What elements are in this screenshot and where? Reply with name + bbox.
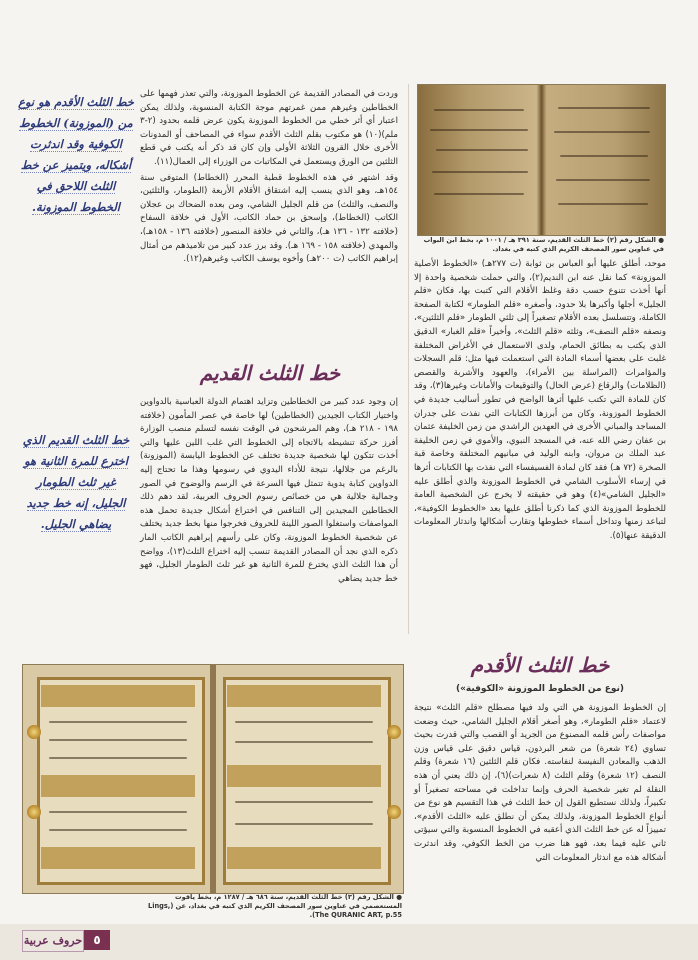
magazine-logo: حروف عربية <box>22 930 84 952</box>
right-column-text-2 <box>414 702 666 867</box>
right-column-text <box>414 258 666 545</box>
left-column-text <box>140 88 398 269</box>
right-paragraph-2: إن الخطوط الموزونة هي التي ولد فيها مصطلح «قلم الثلث» نتيجة لاعتماد «قلم الطومار»، وهو أصغر أقلام الجليل الشامي، حيث وضعت مواصفات رأس قلمه المصنوع من الجريد أو القصب والتي قدرت بحيث تساوي (٢٤ شعرة) من شعر البرذون، قياس دقيق على قياس وزن الذهب والمعادن النفيسة لنفاسته. فكان قلم الثلثين (١٦ شعرة) وقلم النصف (١٢ شعرة) وقلم الثلث (٨ شعرات)(٦)، إن ذلك يعني أن هذه النقلة لم تغير شخصية الحرف وإنما تداخلت في مساحته تصغيراً أو تكبيراً، ولذلك نستطيع القول إن خط الثلث في هذا التقسيم هو نوع من أنواع الخطوط الموزونة، ولذلك يمكن أن نطلق عليه «الثلث الأقدم»، تمييزاً له عن خط الثلث الذي أعقبه في الخطوط المنسوبة والتي سيؤتى ثاني عليه فيما بعد، فهو هنا ضرب من الخط الكوفي، وقد اندثرت أشكاله هذه مع اندثار المعلومات التي <box>414 703 666 863</box>
page-number: ٥ <box>84 930 110 950</box>
left-paragraph-2: وقد اشتهر في هذه الخطوط قطبة المحرر (الخطاط) المتوفى سنة ١٥٤هـ، وهو الذي ينسب إليه اشتقاق الأقلام الأربعة (الطومار، والثلثين، والنصف، والثلث) من قلم الجليل الشامي، ومن بعده الضحاك بن عجلان الكاتب (الخطاط)، وإسحق بن حماد الكاتب، الأول في خلافة السفاح (خلافته ١٣٢ - ١٣٦ هـ)، والثاني في خلافة المنصور (خلافته ١٣٦ - ١٥٨هـ)، والمهدي (خلافته ١٥٨ - ١٦٩ هـ). وقد برز عدد كبير من تلاميذهم من أمثال إبراهيم الكاتب (ت ٢٠٠هـ) وأخوه يوسف الكاتب وغيرهم(١٢). <box>140 172 398 265</box>
oldest-thuluth-subheading: (نوع من الخطوط الموزونة «الكوفية») <box>455 684 625 694</box>
figure3-caption: ● الشكل رقم (٣) خط الثلث القديم، سنة ٦٨٦ هـ / ١٢٨٧ م، بخط ياقوت المستعصمي في عناوين سور المصحف الكريم الذي كتبه في بغداد، عن (Lings, The QURANIC ART, p.55). <box>148 893 402 919</box>
side-quote-2-text: خط الثلث القديم الذي اخترع للمرة الثانية هو غير ثلث الطومار الجليل، إنه خط جديد يضاهي الجليل. <box>22 433 130 531</box>
figure2-manuscript-image <box>417 84 666 236</box>
figure2-caption: ● الشكل رقم (٢) خط الثلث القديم، سنة ٣٩١ هـ / ١٠٠١ م، بخط ابن البواب في عناوين سور المصحف الكريم الذي كتبه في بغداد. <box>423 236 664 253</box>
left-paragraph-1: وردت في المصادر القديمة عن الخطوط الموزونة، والتي تعذر فهمها على الخطاطين وغيرهم ممن غمرتهم موجة الكتابة المنسوبة، ولذلك يمكن اعتبار أي أثر خطي من الخطوط الموزونة يكون عرض قلمه بحدود (٢-٣ ملم)(١٠) هو مكتوب بقلم الثلث الأقدم سواء في المصاحف أو المدونات الأخرى خلال القرون الثلاثة الأولى وإن كان قد ذكر أنه يكتب في قطع الثلثين من الورق ويستعمل في المكاتبات من الوزراء إلى العمال(١١). <box>140 89 398 167</box>
right-paragraph-1: موحد، أطلق عليها أبو العباس بن ثوابة (ت ٢٧٧هـ) «الخطوط الأصلية الموزونة» كما نقل عنه ابن النديم(٢)، والتي حملت شخصية واحدة إلا أنها أخذت تتنوع حسب دقة وغلظ الأقلام التي كتبت بها، فكان «قلم الجليل» أجلها وأكبرها بلا حدود، وأصغره «قلم الطومار» لكتابة الصفحة الكاملة، وتتسلسل بعده الأقلام تصغيراً إلى ثلثي الطومار «قلم الثلثين»، ونصفه «قلم النصف»، وثلثه «قلم الثلث»، وأخيراً «قلم الغبار» الدقيق الذي يكتب به بطائق الحمام، ولدى الاستعمال في الأغراض المختلفة غلبت على بعضها أسماء المادة التي استعملت فيها مثل: قلم السجلات والمؤامرات (المراسلة بين الأمراء)، والعهود والأشربة والقصص (الظلامات) والرقاع (عرض الحال) والتوقيعات والأمانات وغيرها(٣)، وقد كان للمادة التي تكتب عليها أثرها الواضح في تطور أساليب جديدة في الخطوط الموزونة، وكان من أبرزها الكتابات التي نفذت على جدران المساجد والمباني الأخرى في العهدين الراشدي من زمن الخليفة عثمان بن عفان رضي الله عنه، في المسجد النبوي، والأموي في زمن الخليفة عبد الملك بن مروان، وابنه الوليد في مبانيهم المختلفة وخاصة قبة الصخرة (٧٢ هـ) فقد كان لمادة الفسيفساء التي نفذت بها الكتابات أثرها في إرساء الأسلوب الشامي في الخطوط الموزونة والذي أطلق عليه «الجليل الشامي»(٤) وهو في حقيقته لا يخرج عن الشخصية العامة للخطوط الموزونة الذي كما ذكرنا أطلق عليها بعد «الخطوط الكوفية»، لتباعد زمنها وتداخل أسماء خطوطها وتقارب أشكالها واندثار المعلومات الدقيقة عنها(٥). <box>414 259 667 541</box>
left-column-text-3 <box>140 396 398 588</box>
side-quote-1 <box>18 92 134 218</box>
column-divider <box>408 84 409 634</box>
oldest-thuluth-heading: خط الثلث الأقدم <box>470 653 610 677</box>
side-quote-1-text: خط الثلث الأقدم هو نوع من (الموزونة) الخطوط الكوفية وقد اندثرت أشكاله، ويتميز عن خط الثلث اللاحق في الخطوط الموزونة. <box>18 95 134 214</box>
side-quote-2 <box>18 430 134 535</box>
left-paragraph-3: إن وجود عدد كبير من الخطاطين وتزايد اهتمام الدولة العباسية بالدواوين واختيار الكتاب الجيدين (الخطاطين) لها خاصة في عصر المأمون (خلافته ١٩٨ - ٢١٨ هـ)، وهم المرشحون في الوقت نفسه لتسلم منصب الوزارة أفرز حركة تنشيطه بالاتجاه إلى الخطوط التي غلب اللين عليها والتي أخذت تتكون لها شخصية جديدة تختلف عن الخطوط اليابسة (الموزونة) بالرغم من جلالها، نتيجة للأداء اليدوي في رسومها وهذا ما تحتاج إليه الدواوين كتابة يدوية تتمثل فيها السرعة في الرسم والوضوح في الصور وجمالية جلالية هي من خصائص رسوم الحروف العربية، لقد دهم ذلك الخطاطين المجيدين إلى التنافس في اختراع أشكال جديدة تحمل هذه المواصفات واستغلوا الصور اللينة للحروف فخرجوا منها بخط جديد يختلف عن شخصية الخطوط الموزونة، وكان على رأسهم إبراهيم الكاتب المار ذكره الذي نجد أن المصادر القديمة تنسب إليه اختراع الثلث(١٣)، وواضح أن هذا الثلث الذي يخترع للمرة الثانية هو غير ثلث الطومار الجليل، فهو خط جديد يضاهي <box>140 397 398 584</box>
figure3-manuscript-image <box>22 664 404 894</box>
old-thuluth-heading: خط الثلث القديم <box>199 361 341 385</box>
